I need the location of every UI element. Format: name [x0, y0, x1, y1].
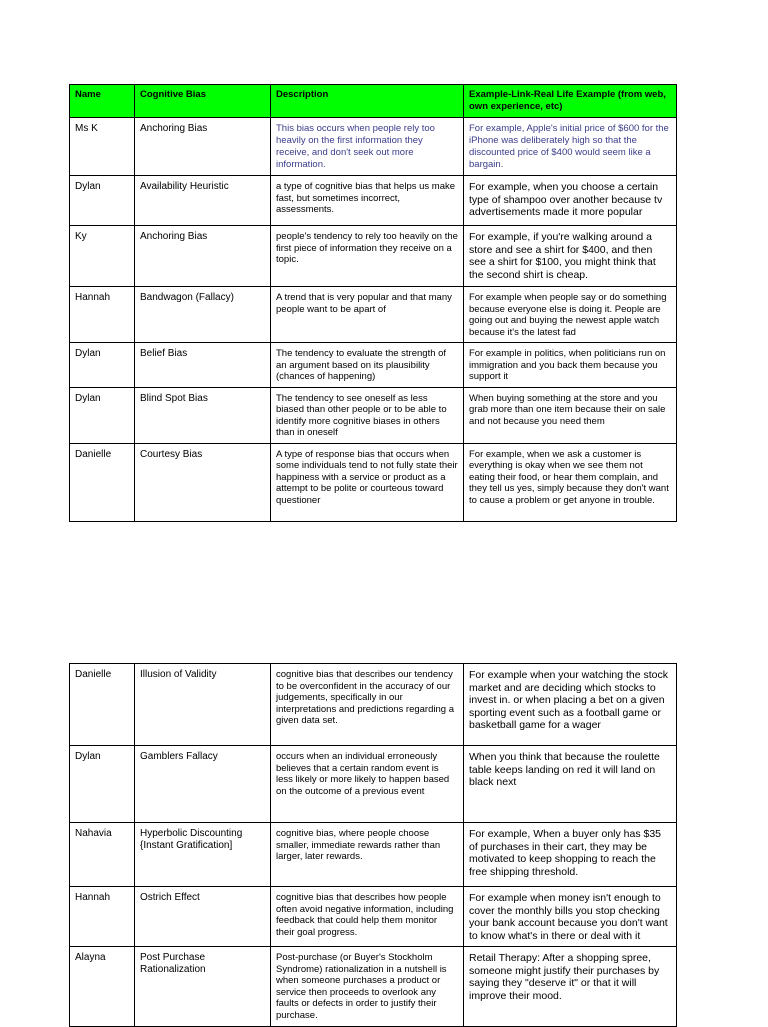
table-row	[70, 387, 677, 443]
row-name: Dylan	[70, 387, 135, 443]
row-example: For example in politics, when politicians run on immigration and you back them because you support it	[464, 343, 677, 388]
row-name: Hannah	[70, 287, 135, 343]
row-bias: Gamblers Fallacy	[135, 746, 271, 823]
row-example: Retail Therapy: After a shopping spree, someone might justify their purchases by saying they "deserve it" or that it will improve their mood.	[464, 947, 677, 1027]
row-description: A type of response bias that occurs when some individuals tend to not fully state their happiness with a service or product as a attempt to be polite or courteous toward questioner	[271, 443, 464, 521]
row-example: When you think that because the roulette table keeps landing on red it will land on black next	[464, 746, 677, 823]
row-example: For example, when we ask a customer is everything is okay when we see them not eating their food, or hear them complain, and they tell us yes, simply because they don't want to cause a problem or get anyone in trouble.	[464, 443, 677, 521]
row-example: For example when money isn't enough to cover the monthly bills you stop checking your bank account because you don't want to know what's in there or deal with it	[464, 887, 677, 947]
header-description: Description	[271, 85, 464, 118]
bias-table-2	[69, 663, 677, 1027]
row-name: Ms K	[70, 118, 135, 176]
row-bias: Illusion of Validity	[135, 664, 271, 746]
row-example: For example when people say or do something because everyone else is doing it. People are going out and buying the newest apple watch because it's the latest fad	[464, 287, 677, 343]
table-row	[70, 343, 677, 388]
row-bias: Post Purchase Rationalization	[135, 947, 271, 1027]
row-bias: Hyperbolic Discounting {Instant Gratification]	[135, 823, 271, 887]
row-bias: Courtesy Bias	[135, 443, 271, 521]
row-example: When buying something at the store and you grab more than one item because their on sale and not because you need them	[464, 387, 677, 443]
row-name: Nahavia	[70, 823, 135, 887]
row-description: cognitive bias, where people choose smaller, immediate rewards rather than larger, later rewards.	[271, 823, 464, 887]
row-bias: Anchoring Bias	[135, 226, 271, 287]
table-row	[70, 887, 677, 947]
row-description: a type of cognitive bias that helps us make fast, but sometimes incorrect, assessments.	[271, 176, 464, 226]
row-example: For example, When a buyer only has $35 of purchases in their cart, they may be motivated to keep shopping to reach the free shipping threshold.	[464, 823, 677, 887]
row-example: For example when your watching the stock market and are deciding which stocks to invest in. or when placing a bet on a given sporting event such as a football game or basketball game for a wager	[464, 664, 677, 746]
row-description: cognitive bias that describes how people often avoid negative information, including feedback that could help them monitor their goal progress.	[271, 887, 464, 947]
header-cognitive-bias: Cognitive Bias	[135, 85, 271, 118]
row-description: occurs when an individual erroneously believes that a certain random event is less likely or more likely to happen based on the outcome of a previous event	[271, 746, 464, 823]
row-description: cognitive bias that describes our tendency to be overconfident in the accuracy of our judgements, specifically in our interpretations and predictions regarding a given data set.	[271, 664, 464, 746]
row-description: Post-purchase (or Buyer's Stockholm Syndrome) rationalization in a nutshell is when someone purchases a product or service then proceeds to overlook any faults or defects in order to justify their purchase.	[271, 947, 464, 1027]
row-name: Hannah	[70, 887, 135, 947]
table-row	[70, 746, 677, 823]
row-bias: Bandwagon (Fallacy)	[135, 287, 271, 343]
row-bias: Availability Heuristic	[135, 176, 271, 226]
row-example: For example, Apple's initial price of $600 for the iPhone was deliberately high so that the discounted price of $400 would seem like a bargain.	[464, 118, 677, 176]
row-description: The tendency to see oneself as less biased than other people or to be able to identify more cognitive biases in others than in oneself	[271, 387, 464, 443]
row-description: A trend that is very popular and that many people want to be apart of	[271, 287, 464, 343]
row-description: people's tendency to rely too heavily on the first piece of information they receive on a topic.	[271, 226, 464, 287]
table-row	[70, 947, 677, 1027]
row-name: Dylan	[70, 176, 135, 226]
table-row	[70, 118, 677, 176]
table-row	[70, 176, 677, 226]
row-bias: Blind Spot Bias	[135, 387, 271, 443]
row-name: Danielle	[70, 664, 135, 746]
table-row	[70, 823, 677, 887]
row-name: Danielle	[70, 443, 135, 521]
row-name: Dylan	[70, 746, 135, 823]
row-name: Ky	[70, 226, 135, 287]
row-bias: Anchoring Bias	[135, 118, 271, 176]
row-bias: Ostrich Effect	[135, 887, 271, 947]
bias-table-1	[69, 84, 677, 522]
row-bias: Belief Bias	[135, 343, 271, 388]
header-name: Name	[70, 85, 135, 118]
table-row	[70, 226, 677, 287]
row-description: This bias occurs when people rely too heavily on the first information they receive, and don't seek out more information.	[271, 118, 464, 176]
header-example: Example-Link-Real Life Example (from web, own experience, etc)	[464, 85, 677, 118]
table-row	[70, 287, 677, 343]
table-row	[70, 443, 677, 521]
table-row	[70, 664, 677, 746]
row-example: For example, when you choose a certain type of shampoo over another because tv advertisements made it more popular	[464, 176, 677, 226]
row-example: For example, if you're walking around a store and see a shirt for $400, and then see a shirt for $100, you might think that the second shirt is cheap.	[464, 226, 677, 287]
row-name: Alayna	[70, 947, 135, 1027]
row-name: Dylan	[70, 343, 135, 388]
table-header-row	[70, 85, 677, 118]
row-description: The tendency to evaluate the strength of an argument based on its plausibility (chances of happening)	[271, 343, 464, 388]
